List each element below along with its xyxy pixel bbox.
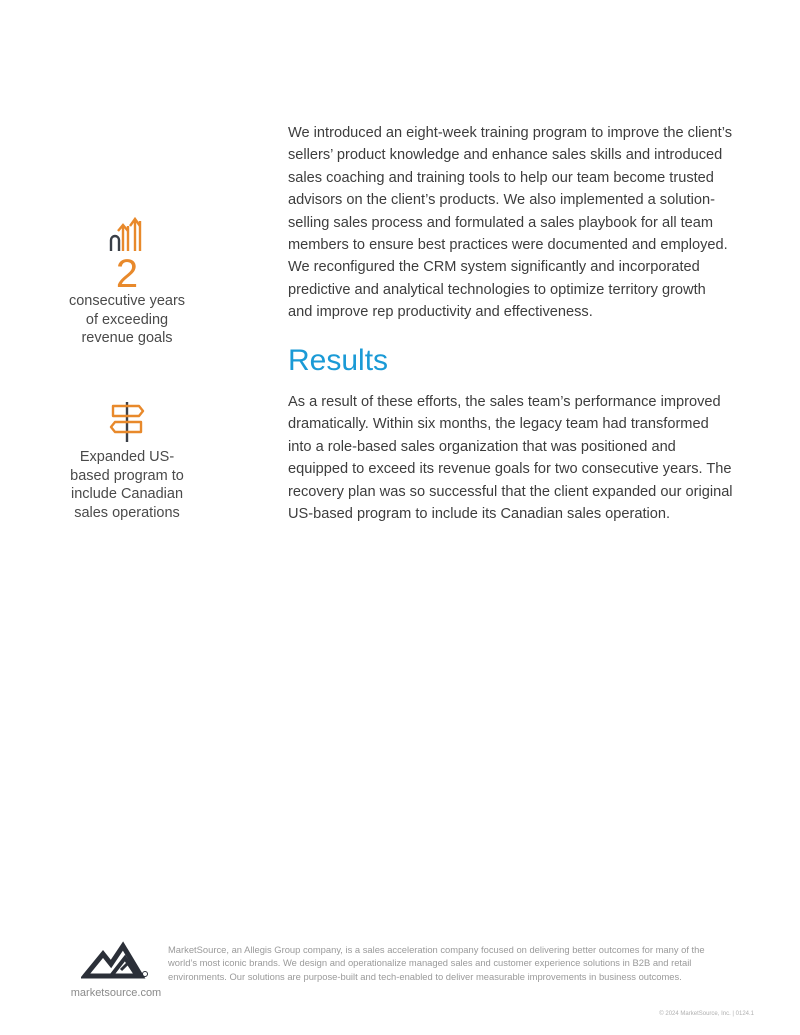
results-section bbox=[288, 391, 733, 525]
footer-url[interactable]: marketsource.com bbox=[70, 987, 162, 999]
intro-paragraph: We introduced an eight-week training program to improve the client’s sellers’ product knowledge and enhance sales skills and introduced sales coaching and training tools to help our team become trusted advisors on the client’s products. We also implemented a solution-selling sales process and formulated a sales playbook for all team members to ensure best practices were documented and employed. We reconfigured the CRM system significantly and incorporated predictive and analytical technologies to optimize territory growth and improve rep productivity and effectiveness. bbox=[288, 125, 732, 321]
results-heading: Results bbox=[288, 344, 389, 377]
stat-label: consecutive years of exceeding revenue goals bbox=[68, 293, 186, 346]
intro-section bbox=[288, 122, 733, 324]
copyright: © 2024 MarketSource, Inc. | 0124.1 bbox=[659, 1011, 754, 1017]
results-paragraph: As a result of these efforts, the sales team’s performance improved dramatically. Within six months, the legacy team had transformed into a role-based sales organization that was positioned and equipped to exceed its revenue goals for two consecutive years. The recovery plan was so successful that the client expanded our original US-based program to include its Canadian sales operation. bbox=[288, 394, 733, 523]
stat-expanded-program bbox=[62, 400, 192, 522]
footer-about: MarketSource, an Allegis Group company, is a sales acceleration company focused on delivering better outcomes for many of the world’s most iconic brands. We design and operationalize managed sales and customer experience solutions in B2B and retail environments. Our solutions are purpose-built and tech-enabled to deliver measurable improvements in business outcomes. bbox=[168, 944, 705, 982]
marketsource-mountain-logo bbox=[81, 940, 151, 980]
stat-number: 2 bbox=[115, 252, 139, 296]
signpost-icon bbox=[105, 400, 149, 444]
growth-arrows-icon bbox=[105, 214, 149, 254]
stat-consecutive-years bbox=[62, 214, 192, 348]
stat-label: Expanded US-based program to include Canadian sales operations bbox=[70, 449, 184, 521]
footer-logo bbox=[66, 940, 166, 999]
